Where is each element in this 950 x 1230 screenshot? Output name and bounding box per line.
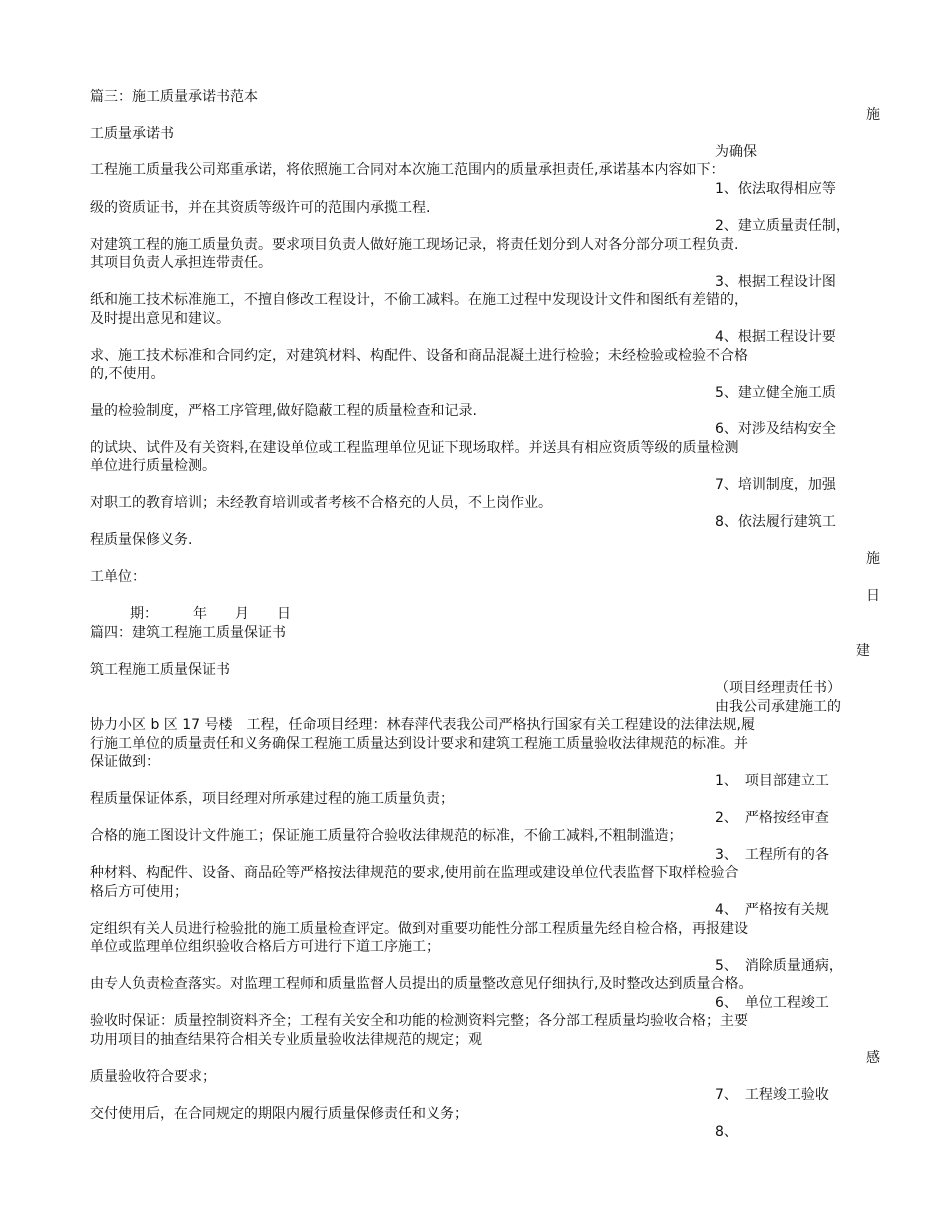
s3-item8-text: 程质量保修义务. xyxy=(90,532,193,548)
s3-item4-text: 的,不使用。 xyxy=(90,366,165,382)
section4-intro: 协力小区 b 区 17 号楼 工程，任命项目经理：林春萍代表我公司严格执行国家有关工程建设的法律法规,履 xyxy=(90,717,755,733)
section3-intro-lead: 为确保 xyxy=(715,144,757,160)
s4-item3-text: 格后方可使用； xyxy=(90,884,188,900)
s4-item6-lead: 6、 单位工程竣工 xyxy=(715,995,829,1011)
section4-intro: 保证做到： xyxy=(90,754,160,770)
s3-item7-lead: 7、培训制度，加强 xyxy=(715,477,836,493)
s4-item6-text: 验收时保证：质量控制资料齐全；工程有关安全和功能的检测资料完整；各分部工程质量均验收合格；主要 xyxy=(90,1013,748,1029)
section3-heading: 篇三：施工质量承诺书范本 xyxy=(90,89,258,105)
section4-intro: 行施工单位的质量责任和义务确保工程施工质量达到设计要求和建筑工程施工质量验收法律规范的标准。并 xyxy=(90,736,748,752)
s3-item2-lead: 2、建立质量责任制， xyxy=(715,218,850,234)
s3-item3-text: 及时提出意见和建议。 xyxy=(90,311,230,327)
section3-intro: 工程施工质量我公司郑重承诺，将依照施工合同对本次施工范围内的质量承担责任,承诺基本内容如下： xyxy=(90,162,725,178)
section3-title-first-char: 施 xyxy=(866,107,880,123)
s4-item7-lead: 7、 工程竣工验收 xyxy=(715,1087,829,1103)
s4-item3-text: 种材料、构配件、设备、商品砼等严格按法律规范的要求,使用前在监理或建设单位代表监督下取样检验合 xyxy=(90,865,739,881)
s3-item2-text: 对建筑工程的施工质量负责。要求项目负责人做好施工现场记录，将责任划分到人对各分部分项工程负责. xyxy=(90,237,739,253)
s3-item1-lead: 1、依法取得相应等 xyxy=(715,181,836,197)
date-first-char: 日 xyxy=(866,588,880,604)
s4-item6-cont-char: 感 xyxy=(866,1050,880,1066)
s3-item4-text: 求、施工技术标准和合同约定，对建筑材料、构配件、设备和商品混凝土进行检验；未经检验或检验不合格 xyxy=(90,348,748,364)
s4-item2-lead: 2、 严格按经审查 xyxy=(715,810,829,826)
s4-item8-lead: 8、 xyxy=(715,1124,738,1140)
s3-item1-text: 级的资质证书，并在其资质等级许可的范围内承揽工程. xyxy=(90,200,431,216)
s3-item4-lead: 4、根据工程设计要 xyxy=(715,329,836,345)
section4-intro-lead: 由我公司承建施工的 xyxy=(715,699,841,715)
s4-item3-lead: 3、 工程所有的各 xyxy=(715,847,829,863)
section4-title: 筑工程施工质量保证书 xyxy=(90,662,230,678)
s3-item6-text: 单位进行质量检测。 xyxy=(90,458,216,474)
section3-title: 工质量承诺书 xyxy=(90,126,174,142)
s3-item3-text: 纸和施工技术标准施工，不擅自修改工程设计，不偷工减料。在施工过程中发现设计文件和图纸有差错的， xyxy=(90,292,748,308)
s4-item4-text: 单位或监理单位组织验收合格后方可进行下道工序施工； xyxy=(90,939,440,955)
s3-item6-lead: 6、对涉及结构安全 xyxy=(715,421,836,437)
s3-item6-text: 的试块、试件及有关资料,在建设单位或工程监理单位见证下现场取样。并送具有相应资质等级的质量检测 xyxy=(90,440,739,456)
s4-item1-lead: 1、 项目部建立工 xyxy=(715,773,829,789)
date-label: 期： 年 月 日 xyxy=(130,606,291,622)
s3-item5-lead: 5、建立健全施工质 xyxy=(715,385,836,401)
s4-item1-text: 程质量保证体系，项目经理对所承建过程的施工质量负责； xyxy=(90,791,454,807)
signature-label: 工单位： xyxy=(90,569,146,585)
s3-item5-text: 量的检验制度，严格工序管理,做好隐蔽工程的质量检查和记录. xyxy=(90,403,477,419)
section4-heading: 篇四：建筑工程施工质量保证书 xyxy=(90,625,286,641)
section4-title-first-char: 建 xyxy=(856,643,870,659)
s4-item6-cont-text: 质量验收符合要求； xyxy=(90,1069,216,1085)
s3-item7-text: 对职工的教育培训；未经教育培训或者考核不合格充的人员，不上岗作业。 xyxy=(90,495,552,511)
s4-item4-lead: 4、 严格按有关规 xyxy=(715,902,829,918)
s3-item2-text: 其项目负责人承担连带责任。 xyxy=(90,255,272,271)
s4-item5-lead: 5、 消除质量通病， xyxy=(715,958,843,974)
s4-item6-text: 功用项目的抽查结果符合相关专业质量验收法律规范的规定；观 xyxy=(90,1032,482,1048)
section4-subtitle: （项目经理责任书） xyxy=(715,680,841,696)
s4-item7-text: 交付使用后，在合同规定的期限内履行质量保修责任和义务； xyxy=(90,1106,468,1122)
s4-item5-text: 由专人负责检查落实。对监理工程师和质量监督人员提出的质量整改意见仔细执行,及时整改达到质量合格。 xyxy=(90,976,753,992)
signature-first-char: 施 xyxy=(866,551,880,567)
s4-item2-text: 合格的施工图设计文件施工；保证施工质量符合验收法律规范的标准，不偷工减料,不粗制滥造； xyxy=(90,828,683,844)
s3-item8-lead: 8、依法履行建筑工 xyxy=(715,514,836,530)
s3-item3-lead: 3、根据工程设计图 xyxy=(715,274,836,290)
s4-item4-text: 定组织有关人员进行检验批的施工质量检查评定。做到对重要功能性分部工程质量先经自检合格，再报建设 xyxy=(90,921,748,937)
